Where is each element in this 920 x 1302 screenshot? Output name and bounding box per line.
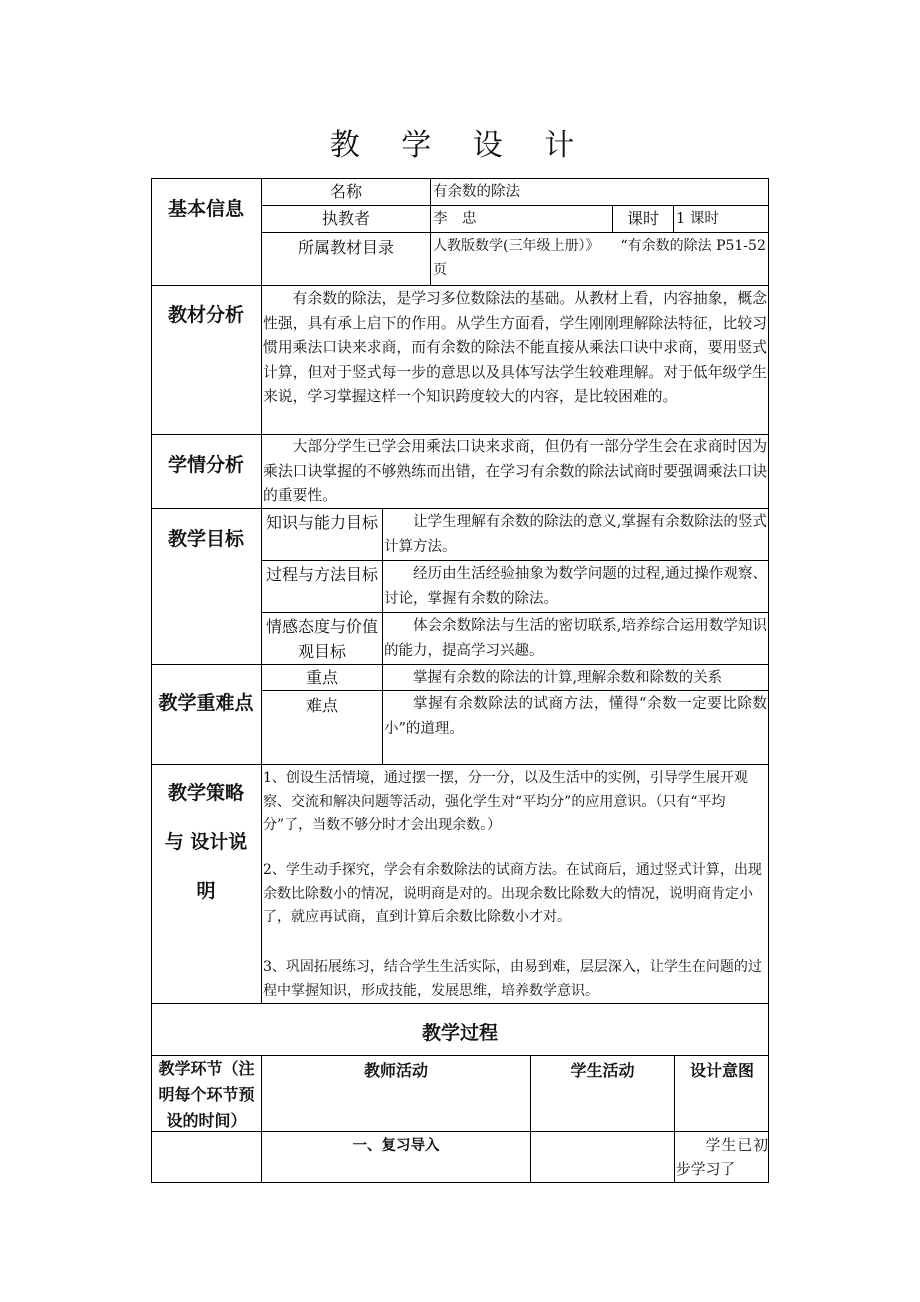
objective-process-label: 过程与方法目标: [265, 565, 378, 584]
header-stage: 教学环节（注明每个环节预设的时间）: [158, 1059, 255, 1130]
key-points-label: 教学重难点: [158, 692, 254, 714]
objective-emotion-label: 情感态度与价值观目标: [265, 617, 378, 661]
objectives-label: 教学目标: [167, 528, 244, 550]
difficult-point-label: 难点: [305, 696, 338, 715]
objective-emotion-text: 体会余数除法与生活的密切联系,培养综合运用数学知识的能力，提高学习兴趣。: [384, 618, 767, 659]
strategy-item-1: 1、创设生活情境，通过摆一摆，分一分，以及生活中的实例，引导学生展开观察、交流和解决问题等活动，强化学生对“平均分”的应用意识。（只有“平均分”了，当数不够分时才会出现余数。）: [263, 770, 748, 833]
name-label: 名称: [329, 182, 362, 201]
strategy-label-line3: 明: [196, 880, 216, 902]
page-title: 教 学 设 计: [329, 128, 591, 163]
strategy-label-line2: 与 设计说: [164, 831, 248, 853]
key-point-label: 重点: [305, 668, 338, 687]
textbook-value: 人教版数学(三年级上册）》 “有余数的除法 P51-52 页: [433, 238, 766, 278]
material-analysis-text: 有余数的除法，是学习多位数除法的基础。从教材上看，内容抽象，概念性强，具有承上启下的作用。从学生方面看，学生刚刚理解除法特征，比较习惯用乘法口诀来求商，而有余数的除法不能直接从乘法口诀中求商，要用竖式计算，但对于竖式每一步的意思以及具体写法学生较难理解。对于低年级学生来说，学习掌握这样一个知识跨度较大的内容，是比较困难的。: [263, 290, 767, 405]
teacher-value: 李 忠: [433, 211, 477, 227]
row1-teacher-activity: 一、复习导入: [352, 1138, 440, 1154]
objective-process-text: 经历由生活经验抽象为数学问题的过程,通过操作观察、讨论，掌握有余数的除法。: [384, 566, 767, 607]
strategy-label-line1: 教学策略: [167, 782, 244, 804]
name-value: 有余数的除法: [433, 184, 520, 200]
material-analysis-label: 教材分析: [167, 304, 244, 326]
hours-label: 课时: [626, 209, 659, 228]
difficult-point-text: 掌握有余数除法的试商方法，懂得“余数一定要比除数小”的道理。: [384, 696, 767, 737]
basic-info-label: 基本信息: [167, 198, 244, 220]
objective-knowledge-text: 让学生理解有余数的除法的意义,掌握有余数除法的竖式计算方法。: [384, 514, 767, 555]
row1-intent: 学生已初步学习了: [676, 1137, 768, 1178]
header-intent: 设计意图: [689, 1061, 754, 1080]
header-student: 学生活动: [570, 1061, 635, 1080]
student-analysis-text: 大部分学生已学会用乘法口诀来求商，但仍有一部分学生会在求商时因为乘法口诀掌握的不够熟练而出错，在学习有余数的除法试商时要强调乘法口诀的重要性。: [263, 438, 767, 504]
strategy-item-3: 3、巩固拓展练习，结合学生生活实际，由易到难，层层深入，让学生在问题的过程中掌握知识，形成技能，发展思维，培养数学意识。: [263, 959, 762, 999]
strategy-item-2: 2、学生动手探究，学会有余数除法的试商方法。在试商后，通过竖式计算，出现余数比除数小的情况，说明商是对的。出现余数比除数大的情况，说明商肯定小了，就应再试商，直到计算后余数比除数小才对。: [263, 862, 762, 925]
textbook-label: 所属教材目录: [297, 238, 394, 257]
hours-value: 1 课时: [676, 211, 719, 227]
student-analysis-label: 学情分析: [167, 454, 244, 476]
teacher-label: 执教者: [321, 209, 370, 228]
objective-knowledge-label: 知识与能力目标: [265, 513, 378, 532]
key-point-text: 掌握有余数的除法的计算,理解余数和除数的关系: [413, 670, 723, 686]
header-teacher: 教师活动: [363, 1061, 428, 1080]
process-title: 教学过程: [421, 1022, 498, 1044]
